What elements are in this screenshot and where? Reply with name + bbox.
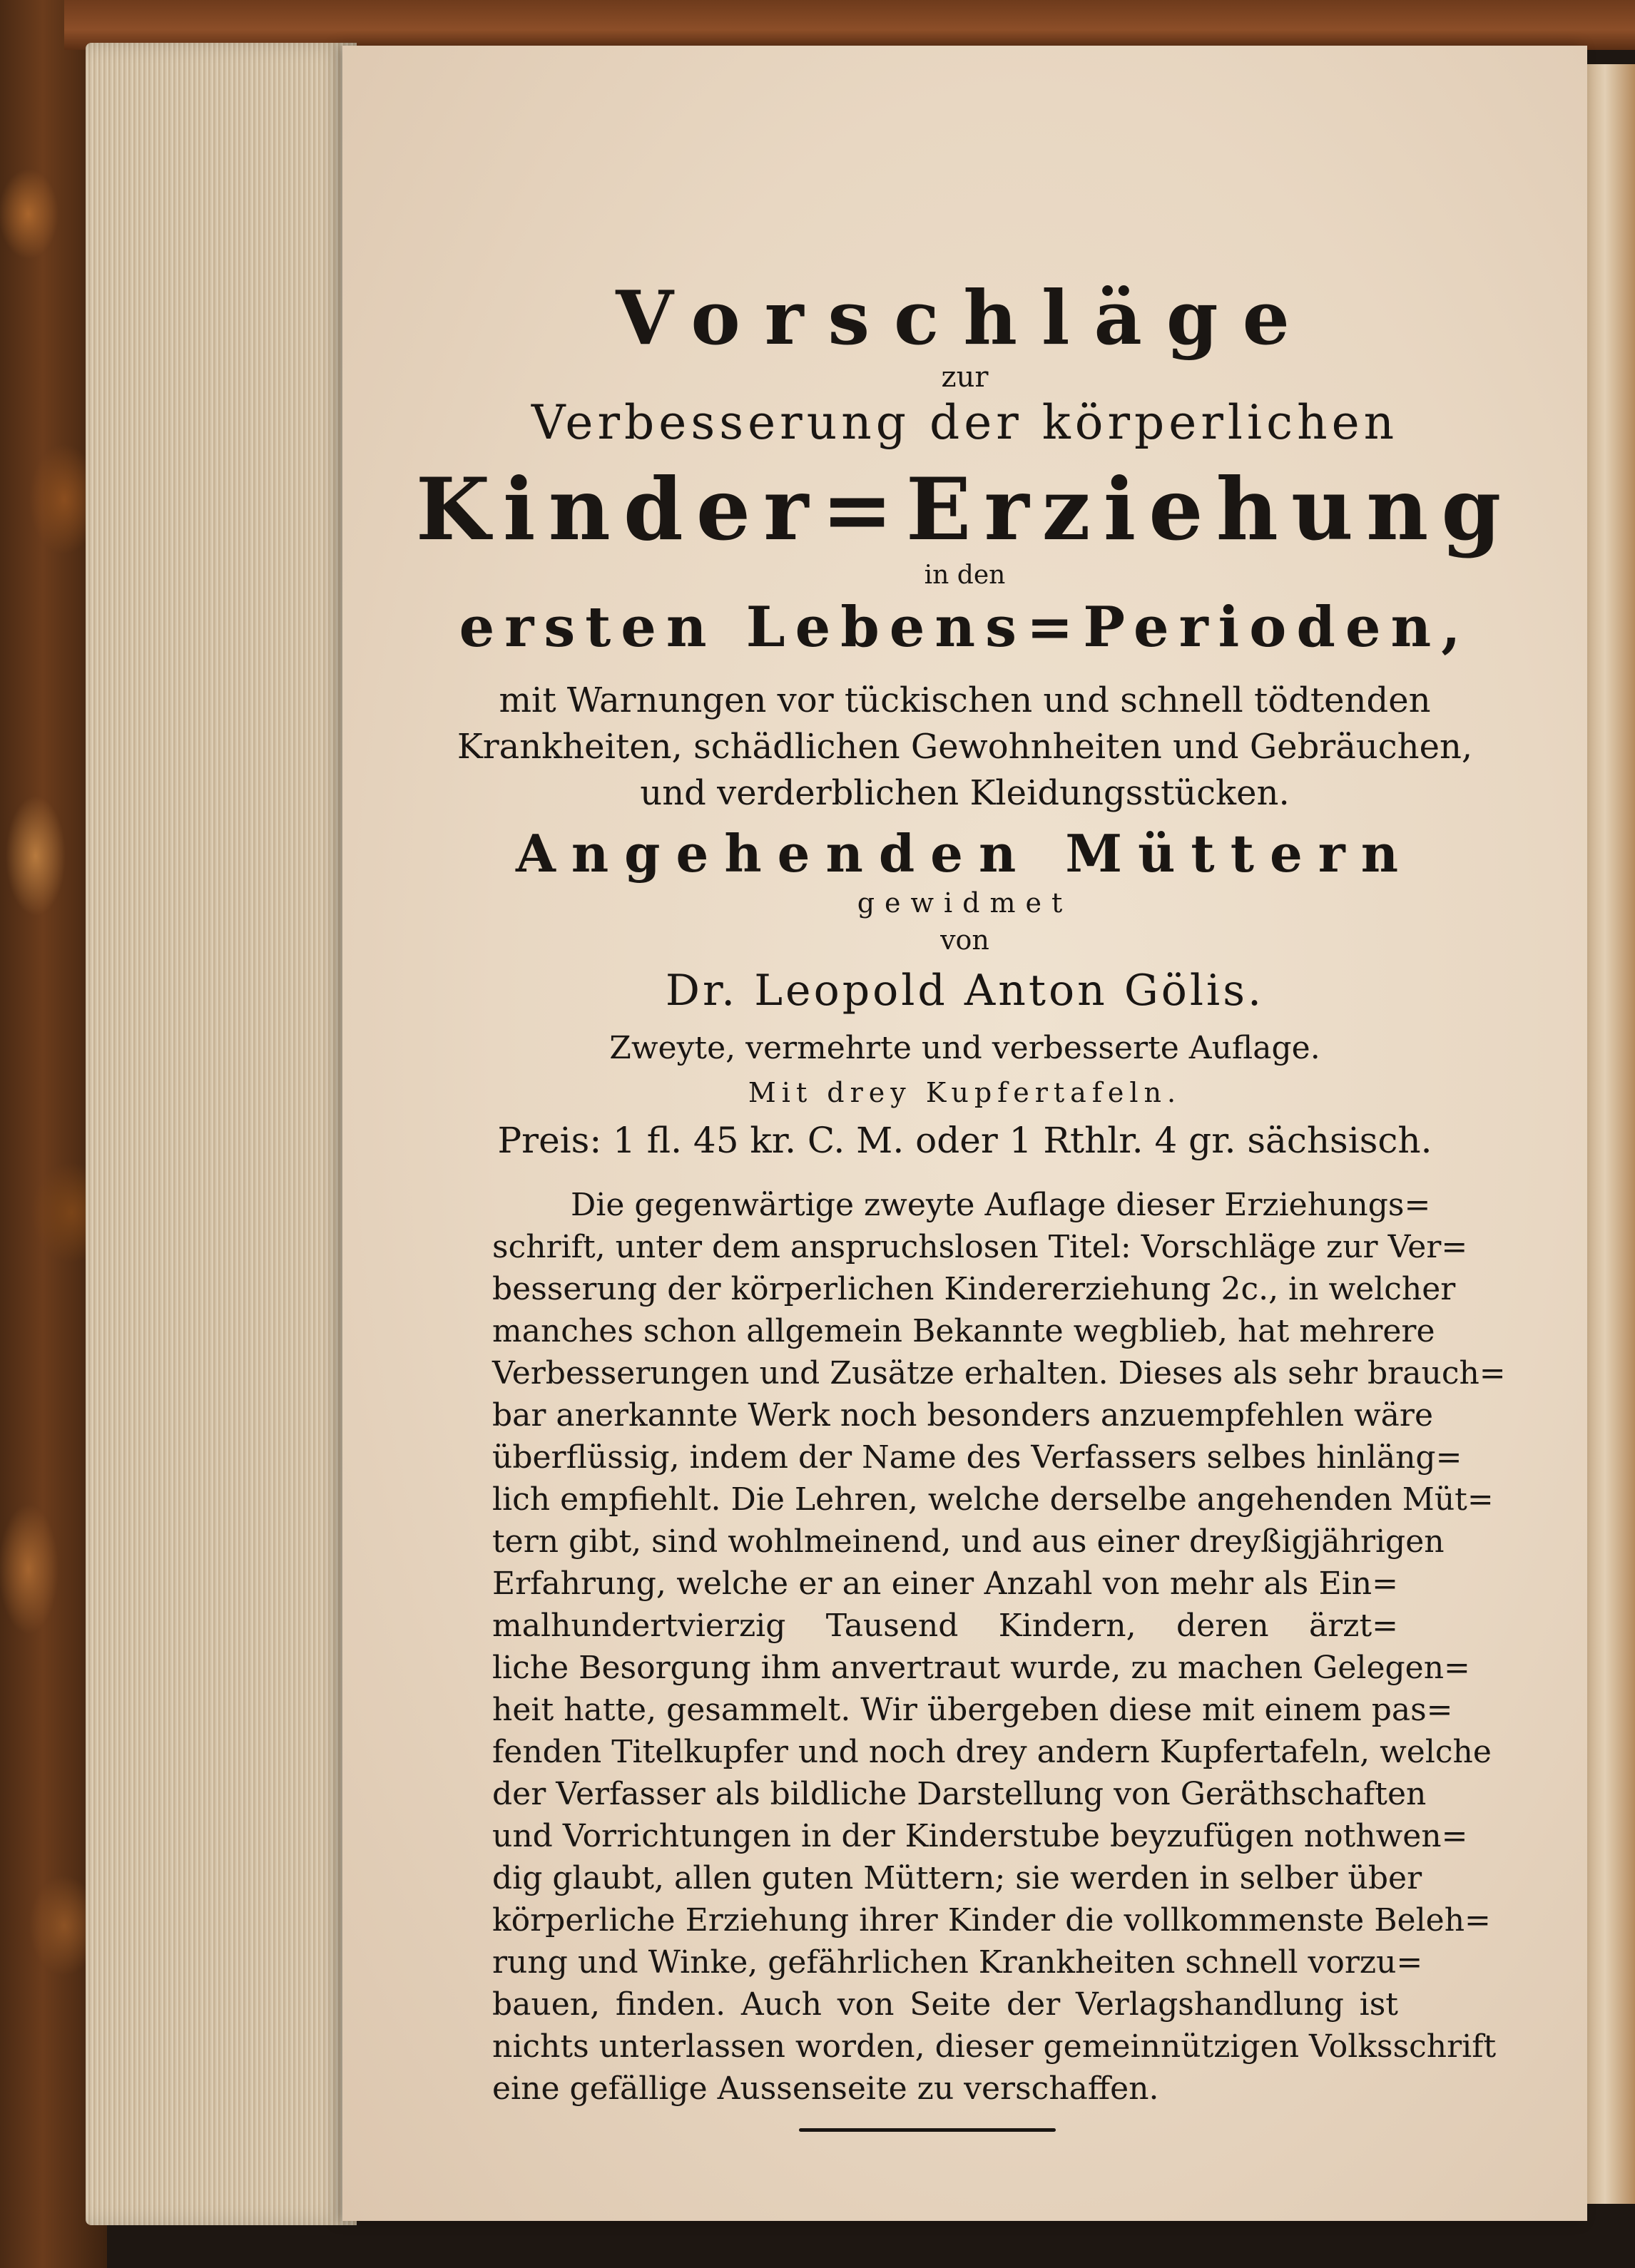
author: Dr. Leopold Anton Gölis. xyxy=(665,966,1265,1016)
body-line: fenden Titelkupfer und noch drey andern Kupfertafeln, welche xyxy=(492,1734,1492,1770)
body-line: heit hatte, gesammelt. Wir übergeben diese mit einem pas= xyxy=(492,1692,1453,1728)
page-edges-block xyxy=(86,43,357,2225)
title-line-4: ersten Lebens=Perioden, xyxy=(459,595,1471,660)
body-line: Erfahrung, welche er an einer Anzahl von mehr als Ein= xyxy=(492,1565,1398,1602)
title-line-2: Verbesserung der körperlichen xyxy=(531,395,1399,450)
title-line-3: Kinder=Erziehung xyxy=(415,459,1514,560)
price-line: Preis: 1 fl. 45 kr. C. M. oder 1 Rthlr. 4 gr. sächsisch. xyxy=(497,1120,1432,1161)
book-page xyxy=(342,46,1587,2221)
body-line: körperliche Erziehung ihrer Kinder die vollkommenste Beleh= xyxy=(492,1902,1491,1938)
body-line: schrift, unter dem anspruchslosen Titel: Vorschläge zur Ver= xyxy=(492,1229,1468,1265)
body-line: dig glaubt, allen guten Müttern; sie werden in selber über xyxy=(492,1860,1422,1896)
title-zur: zur xyxy=(941,361,989,394)
facing-page-edge xyxy=(1585,64,1635,2204)
body-line: bar anerkannte Werk noch besonders anzuempfehlen wäre xyxy=(492,1397,1433,1434)
edition-note: Zweyte, vermehrte und verbesserte Auflage. xyxy=(609,1030,1320,1066)
subtitle-line: mit Warnungen vor tückischen und schnell tödtenden xyxy=(499,680,1431,720)
body-line: nichts unterlassen worden, dieser gemeinnützigen Volksschrift xyxy=(492,2028,1497,2065)
body-line: überflüssig, indem der Name des Verfassers selbes hinläng= xyxy=(492,1439,1462,1476)
dedication-line-1: Angehenden Müttern xyxy=(515,823,1415,884)
body-line: der Verfasser als bildliche Darstellung von Geräthschaften xyxy=(492,1776,1427,1812)
body-line: tern gibt, sind wohlmeinend, und aus einer dreyßigjährigen xyxy=(492,1523,1445,1560)
body-line: Verbesserungen und Zusätze erhalten. Dieses als sehr brauch= xyxy=(492,1355,1506,1391)
end-rule xyxy=(799,2128,1056,2132)
body-line-last: eine gefällige Aussenseite zu verschaffen. xyxy=(492,2070,1159,2107)
body-line: und Vorrichtungen in der Kinderstube beyzufügen nothwen= xyxy=(492,1818,1468,1854)
plates-note: Mit drey Kupfertafeln. xyxy=(748,1077,1182,1108)
body-line: bauen, finden. Auch von Seite der Verlagshandlung ist xyxy=(492,1986,1398,2023)
subtitle-line: und verderblichen Kleidungsstücken. xyxy=(640,773,1290,813)
body-line: manches schon allgemein Bekannte wegblieb, hat mehrere xyxy=(492,1313,1435,1349)
subtitle-line: Krankheiten, schädlichen Gewohnheiten und Gebräuchen, xyxy=(457,727,1473,767)
title-in-den: in den xyxy=(924,561,1006,590)
body-line: malhundertvierzig Tausend Kindern, deren ärzt= xyxy=(492,1608,1398,1644)
dedication-line-2: gewidmet xyxy=(857,887,1073,919)
body-line: liche Besorgung ihm anvertraut wurde, zu machen Gelegen= xyxy=(492,1650,1470,1686)
title-line-1: Vorschläge xyxy=(616,274,1314,362)
body-line: Die gegenwärtige zweyte Auflage dieser Erziehungs= xyxy=(571,1187,1431,1223)
body-line: besserung der körperlichen Kindererziehung 2c., in welcher xyxy=(492,1271,1456,1307)
body-line: lich empfiehlt. Die Lehren, welche derselbe angehenden Müt= xyxy=(492,1481,1494,1518)
dedication-line-3: von xyxy=(940,924,989,956)
body-line: rung und Winke, gefährlichen Krankheiten schnell vorzu= xyxy=(492,1944,1423,1981)
